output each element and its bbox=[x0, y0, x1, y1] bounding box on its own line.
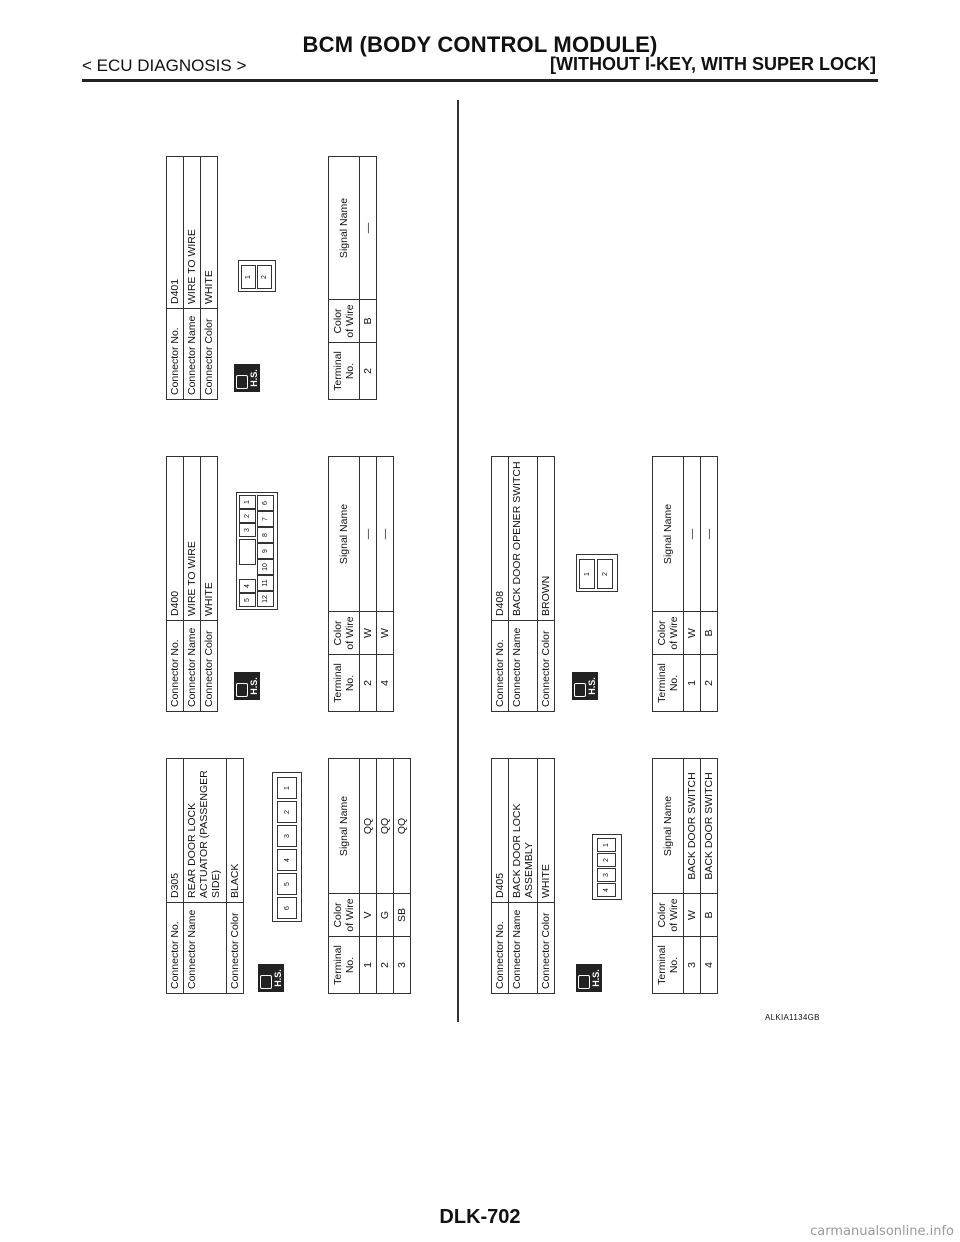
connector-name: BACK DOOR LOCK ASSEMBLY bbox=[509, 759, 538, 903]
terminal-table bbox=[328, 456, 394, 712]
pin: 1 bbox=[597, 838, 616, 852]
table-row bbox=[701, 457, 718, 712]
terminal-no: 1 bbox=[360, 937, 377, 994]
pin: 10 bbox=[257, 559, 274, 575]
table-row bbox=[684, 759, 701, 994]
label-connector-name: Connector Name bbox=[184, 621, 201, 712]
label-connector-no: Connector No. bbox=[492, 621, 509, 712]
label-connector-name: Connector Name bbox=[509, 621, 538, 712]
section-label: < ECU DIAGNOSIS > bbox=[82, 56, 247, 75]
connector-info-table bbox=[491, 456, 555, 712]
wire-color: SB bbox=[394, 894, 411, 937]
pin: 3 bbox=[277, 825, 297, 847]
header-wire-color: Color of Wire bbox=[653, 612, 684, 655]
wire-color: G bbox=[377, 894, 394, 937]
pin: 1 bbox=[239, 495, 256, 509]
terminal-table bbox=[328, 156, 377, 400]
hs-label: H.S. bbox=[249, 369, 259, 387]
connector-info-table bbox=[491, 758, 555, 994]
hs-label: H.S. bbox=[587, 677, 597, 695]
label-connector-name: Connector Name bbox=[184, 309, 201, 400]
wire-color: W bbox=[360, 612, 377, 655]
connector-no: D400 bbox=[167, 457, 184, 621]
pin-key bbox=[239, 539, 256, 565]
table-row bbox=[684, 457, 701, 712]
wire-color: V bbox=[360, 894, 377, 937]
hs-badge bbox=[234, 672, 260, 700]
header-wire-color: Color of Wire bbox=[329, 894, 360, 937]
pin: 3 bbox=[597, 868, 616, 882]
connector-shape bbox=[236, 492, 278, 610]
signal-name: — bbox=[360, 457, 377, 612]
header-signal-name: Signal Name bbox=[329, 457, 360, 612]
connector-color: WHITE bbox=[538, 759, 555, 903]
label-connector-name: Connector Name bbox=[509, 903, 538, 994]
hs-badge bbox=[258, 964, 284, 992]
watermark: carmanualsonline.info bbox=[810, 1224, 954, 1239]
pin: 2 bbox=[277, 801, 297, 823]
signal-name: — bbox=[701, 457, 718, 612]
pin: 2 bbox=[597, 853, 616, 867]
pin: 2 bbox=[239, 509, 256, 523]
pin: 12 bbox=[257, 591, 274, 607]
page-title: BCM (BODY CONTROL MODULE) bbox=[302, 32, 658, 57]
connector-d408-panel bbox=[491, 456, 555, 712]
table-row bbox=[394, 759, 411, 994]
pin: 6 bbox=[277, 897, 297, 919]
page-number: DLK-702 bbox=[439, 1206, 521, 1228]
hs-label: H.S. bbox=[273, 969, 283, 987]
signal-name: BACK DOOR SWITCH bbox=[684, 759, 701, 894]
terminal-no: 3 bbox=[394, 937, 411, 994]
connector-icon bbox=[236, 683, 248, 697]
hs-badge bbox=[572, 672, 598, 700]
pin: 2 bbox=[597, 559, 613, 589]
connector-d401-panel bbox=[166, 156, 218, 400]
terminal-no: 2 bbox=[701, 655, 718, 712]
pin: 7 bbox=[257, 511, 274, 527]
connector-no: D401 bbox=[167, 157, 184, 309]
label-connector-no: Connector No. bbox=[492, 903, 509, 994]
header-signal-name: Signal Name bbox=[653, 759, 684, 894]
connector-d405-panel bbox=[491, 758, 555, 994]
connector-name: WIRE TO WIRE bbox=[184, 157, 201, 309]
figure-reference: ALKIA1134GB bbox=[765, 1013, 820, 1022]
header-terminal-no: Terminal No. bbox=[653, 655, 684, 712]
label-connector-no: Connector No. bbox=[167, 309, 184, 400]
pin: 1 bbox=[277, 777, 297, 799]
connector-shape bbox=[592, 834, 622, 900]
signal-name: — bbox=[377, 457, 394, 612]
signal-name: — bbox=[360, 157, 377, 300]
variant-label: [WITHOUT I-KEY, WITH SUPER LOCK] bbox=[550, 54, 876, 74]
connector-shape bbox=[576, 554, 618, 592]
connector-icon bbox=[236, 375, 248, 389]
header-wire-color: Color of Wire bbox=[653, 894, 684, 937]
table-row bbox=[701, 759, 718, 994]
connector-color: BROWN bbox=[538, 457, 555, 621]
signal-name: QQ bbox=[377, 759, 394, 894]
pin: 9 bbox=[257, 543, 274, 559]
pin: 5 bbox=[239, 593, 256, 607]
pin: 4 bbox=[277, 849, 297, 871]
signal-name: QQ bbox=[394, 759, 411, 894]
table-row bbox=[377, 759, 394, 994]
signal-name: QQ bbox=[360, 759, 377, 894]
pin: 6 bbox=[257, 495, 274, 511]
pin: 5 bbox=[277, 873, 297, 895]
connector-info-table bbox=[166, 758, 244, 994]
connector-no: D305 bbox=[167, 759, 184, 903]
header-wire-color: Color of Wire bbox=[329, 300, 360, 343]
signal-name: BACK DOOR SWITCH bbox=[701, 759, 718, 894]
connector-icon bbox=[574, 683, 586, 697]
terminal-table bbox=[328, 758, 411, 994]
signal-name: — bbox=[684, 457, 701, 612]
connector-d400-terminals bbox=[328, 456, 394, 712]
connector-icon bbox=[260, 975, 272, 989]
connector-info-table bbox=[166, 156, 218, 400]
terminal-no: 4 bbox=[377, 655, 394, 712]
connector-d305-panel bbox=[166, 758, 244, 994]
connector-shape bbox=[272, 772, 302, 922]
table-row bbox=[360, 157, 377, 400]
label-connector-color: Connector Color bbox=[538, 621, 555, 712]
table-row bbox=[377, 457, 394, 712]
connector-no: D405 bbox=[492, 759, 509, 903]
connector-info-table bbox=[166, 456, 218, 712]
label-connector-color: Connector Color bbox=[201, 309, 218, 400]
terminal-no: 3 bbox=[684, 937, 701, 994]
connector-color: WHITE bbox=[201, 157, 218, 309]
divider-line bbox=[457, 100, 459, 1022]
connector-d408-terminals bbox=[652, 456, 718, 712]
connector-shape bbox=[238, 260, 276, 292]
label-connector-color: Connector Color bbox=[227, 903, 244, 994]
wire-color: W bbox=[684, 894, 701, 937]
hs-label: H.S. bbox=[591, 969, 601, 987]
terminal-table bbox=[652, 758, 718, 994]
terminal-no: 2 bbox=[360, 343, 377, 400]
header-terminal-no: Terminal No. bbox=[329, 655, 360, 712]
pin: 11 bbox=[257, 575, 274, 591]
wire-color: B bbox=[701, 612, 718, 655]
wire-color: W bbox=[377, 612, 394, 655]
wire-color: B bbox=[360, 300, 377, 343]
header-wire-color: Color of Wire bbox=[329, 612, 360, 655]
label-connector-no: Connector No. bbox=[167, 621, 184, 712]
terminal-no: 4 bbox=[701, 937, 718, 994]
connector-d305-terminals bbox=[328, 758, 411, 994]
pin: 1 bbox=[579, 559, 595, 589]
table-row bbox=[360, 457, 377, 712]
header-signal-name: Signal Name bbox=[653, 457, 684, 612]
hs-badge bbox=[576, 964, 602, 992]
connector-d401-terminals bbox=[328, 156, 377, 400]
connector-no: D408 bbox=[492, 457, 509, 621]
connector-name: WIRE TO WIRE bbox=[184, 457, 201, 621]
label-connector-name: Connector Name bbox=[184, 903, 227, 994]
connector-color: BLACK bbox=[227, 759, 244, 903]
terminal-no: 1 bbox=[684, 655, 701, 712]
connector-d405-terminals bbox=[652, 758, 718, 994]
pin: 4 bbox=[239, 579, 256, 593]
connector-d400-panel bbox=[166, 456, 218, 712]
terminal-no: 2 bbox=[377, 937, 394, 994]
wire-color: B bbox=[701, 894, 718, 937]
connector-icon bbox=[578, 975, 590, 989]
header-terminal-no: Terminal No. bbox=[329, 343, 360, 400]
hs-badge bbox=[234, 364, 260, 392]
connector-name: BACK DOOR OPENER SWITCH bbox=[509, 457, 538, 621]
header-rule bbox=[82, 79, 878, 82]
pin: 3 bbox=[239, 523, 256, 537]
connector-name: REAR DOOR LOCK ACTUATOR (PASSENGER SIDE) bbox=[184, 759, 227, 903]
pin: 2 bbox=[257, 265, 272, 289]
pin: 8 bbox=[257, 527, 274, 543]
header-signal-name: Signal Name bbox=[329, 759, 360, 894]
hs-label: H.S. bbox=[249, 677, 259, 695]
pin: 4 bbox=[597, 883, 616, 897]
header-terminal-no: Terminal No. bbox=[653, 937, 684, 994]
wire-color: W bbox=[684, 612, 701, 655]
terminal-no: 2 bbox=[360, 655, 377, 712]
table-row bbox=[360, 759, 377, 994]
connector-color: WHITE bbox=[201, 457, 218, 621]
label-connector-color: Connector Color bbox=[201, 621, 218, 712]
terminal-table bbox=[652, 456, 718, 712]
header-signal-name: Signal Name bbox=[329, 157, 360, 300]
label-connector-color: Connector Color bbox=[538, 903, 555, 994]
pin: 1 bbox=[241, 265, 256, 289]
header-terminal-no: Terminal No. bbox=[329, 937, 360, 994]
label-connector-no: Connector No. bbox=[167, 903, 184, 994]
